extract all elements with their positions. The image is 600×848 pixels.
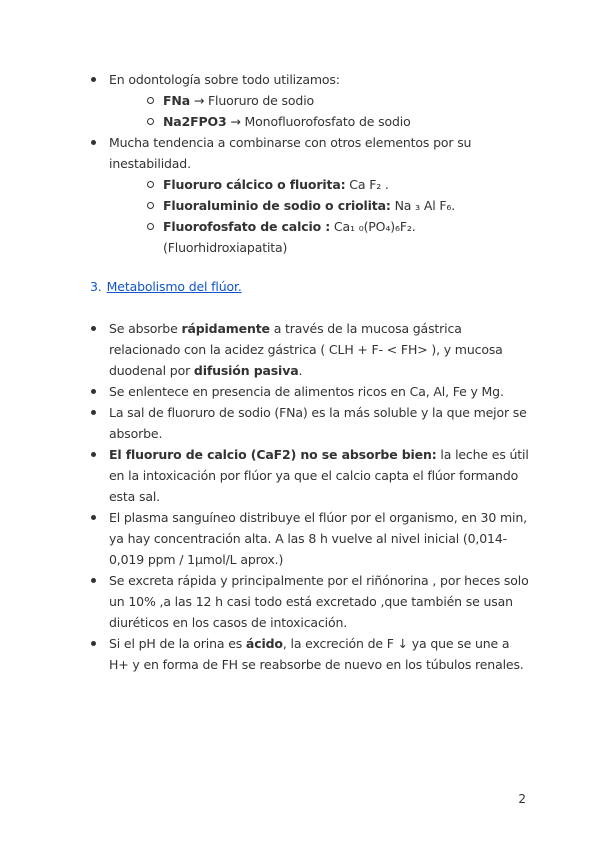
text: Se absorbe	[109, 321, 182, 336]
definition: Ca F₂ .	[345, 177, 389, 192]
spacer	[90, 297, 530, 318]
text: La sal de fluoruro de sodio (FNa) es la más soluble y la que mejor se absorbe.	[109, 405, 527, 441]
term: Fluoraluminio de sodio o criolita:	[163, 198, 391, 213]
list-item	[90, 318, 530, 381]
text: El plasma sanguíneo distribuye el flúor por el organismo, en 30 min, ya hay concentración alta. A las 8 h vuelve al nivel inicial (0,014-0,019 ppm / 1μmol/L aprox.)	[109, 510, 527, 567]
sublist-item	[109, 174, 530, 195]
sublist-item	[109, 195, 530, 216]
bold-text: El fluoruro de calcio (CaF2) no se absorbe bien:	[109, 447, 437, 462]
term: Fluorofosfato de calcio :	[163, 219, 331, 234]
list-item	[90, 132, 530, 258]
term: Fluoruro cálcico o fluorita:	[163, 177, 346, 192]
sublist-item	[109, 111, 530, 132]
metabolism-list	[90, 318, 530, 675]
bold-text: ácido	[245, 636, 283, 651]
bold-text: rápidamente	[181, 321, 270, 336]
list-item	[90, 570, 530, 633]
definition: → Fluoruro de sodio	[190, 93, 315, 108]
list-item-text: Mucha tendencia a combinarse con otros elementos por su inestabilidad.	[109, 135, 472, 171]
text: a través de la mucosa gástrica relacionado con la acidez gástrica ( CLH + F- < FH> ), y mucosa duodenal por	[109, 321, 503, 378]
text: .	[298, 363, 303, 378]
sublist	[109, 90, 530, 132]
definition: → Monofluorofosfato de sodio	[226, 114, 411, 129]
term: Na2FPO3	[163, 114, 227, 129]
page-content	[90, 69, 530, 675]
text: , la excreción de F ↓ ya que se une a H+ y en forma de FH se reabsorbe de nuevo en los túbulos renales.	[109, 636, 524, 672]
list-item	[90, 444, 530, 507]
fluoride-compounds-list	[90, 69, 530, 258]
sublist	[109, 174, 530, 258]
term: FNa	[163, 93, 190, 108]
section-number: 3.	[90, 279, 102, 294]
section-title-link[interactable]: Metabolismo del flúor.	[106, 279, 242, 294]
text: Se enlentece en presencia de alimentos ricos en Ca, Al, Fe y Mg.	[109, 384, 504, 399]
text: Se excreta rápida y principalmente por el riñónorina , por heces solo un 10% ,a las 12 h casi todo está excretado ,que también se usan diuréticos en los casos de intoxicación.	[109, 573, 529, 630]
definition: Ca₁ ₀(PO₄)₆F₂. (Fluorhidroxiapatita)	[163, 219, 416, 255]
page-number: 2	[518, 792, 526, 806]
list-item	[90, 633, 530, 675]
sublist-item	[109, 216, 530, 258]
list-item	[90, 381, 530, 402]
list-item	[90, 507, 530, 570]
sublist-item	[109, 90, 530, 111]
bold-text: difusión pasiva	[193, 363, 299, 378]
text: Si el pH de la orina es	[109, 636, 246, 651]
list-item	[90, 69, 530, 132]
text: la leche es útil en la intoxicación por flúor ya que el calcio capta el flúor formando esta sal.	[109, 447, 529, 504]
list-item	[90, 402, 530, 444]
section-heading	[90, 276, 530, 297]
list-item-text: En odontología sobre todo utilizamos:	[109, 72, 340, 87]
definition: Na ₃ Al F₆.	[390, 198, 456, 213]
